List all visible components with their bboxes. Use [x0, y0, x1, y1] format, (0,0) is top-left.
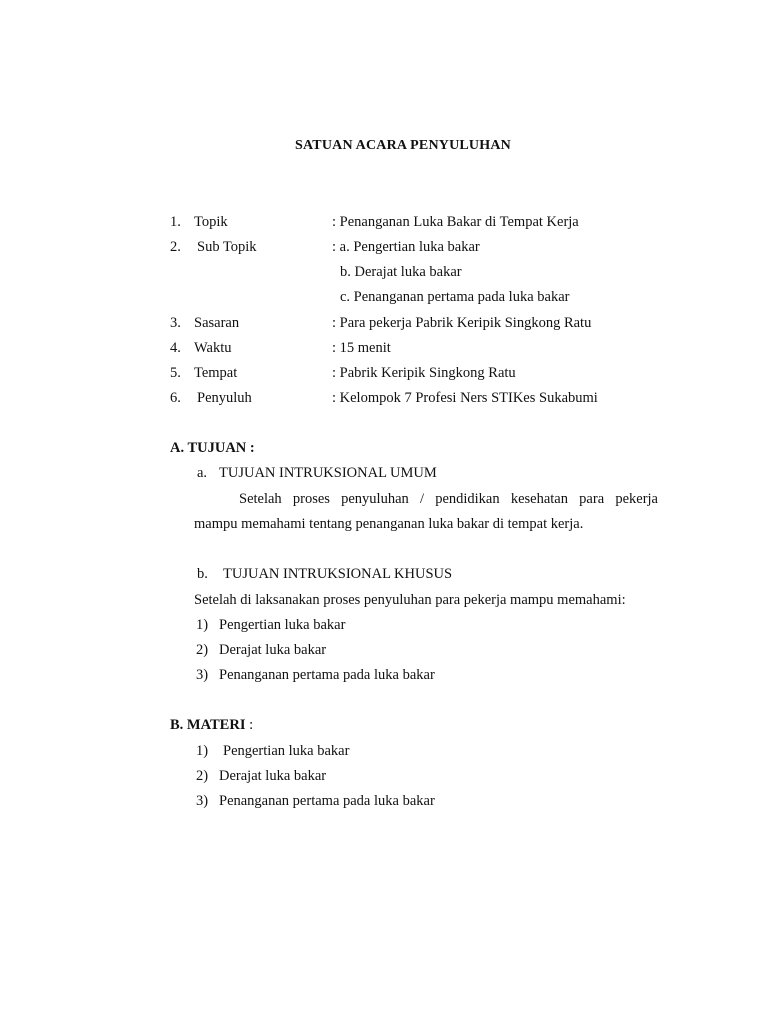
section-heading-materi [170, 716, 253, 734]
list-item: Derajat luka bakar [219, 642, 327, 658]
info-value-tempat: : Pabrik Keripik Singkong Ratu [332, 365, 516, 381]
list-number: 2) [196, 642, 209, 658]
info-label-sasaran: Sasaran [194, 315, 240, 331]
list-item: Penanganan pertama pada luka bakar [219, 793, 435, 809]
info-value-sasaran: : Para pekerja Pabrik Keripik Singkong Ratu [332, 315, 592, 331]
info-value-waktu: : 15 menit [332, 340, 391, 356]
document-title: SATUAN ACARA PENYULUHAN [295, 138, 511, 153]
info-label-waktu: Waktu [194, 340, 232, 356]
info-label-tempat: Tempat [194, 365, 238, 381]
info-label-penyuluh: Penyuluh [197, 390, 252, 406]
paragraph-umum-line2: mampu memahami tentang penanganan luka bakar di tempat kerja. [194, 516, 584, 532]
list-number: 1) [196, 617, 209, 633]
paragraph-khusus-intro: Setelah di laksanakan proses penyuluhan para pekerja mampu memahami: [194, 592, 626, 608]
info-value-sub-topik: : a. Pengertian luka bakar [332, 239, 480, 255]
list-item: Penanganan pertama pada luka bakar [219, 667, 435, 683]
list-item: Pengertian luka bakar [223, 743, 350, 759]
info-number: 3. [170, 315, 181, 331]
info-number: 5. [170, 365, 181, 381]
info-value-sub-topik-c: c. Penanganan pertama pada luka bakar [340, 289, 570, 305]
info-number: 6. [170, 390, 181, 406]
list-number: 2) [196, 768, 209, 784]
paragraph-umum-line1: Setelah proses penyuluhan / pendidikan kesehatan para pekerja [239, 491, 658, 507]
info-value-penyuluh: : Kelompok 7 Profesi Ners STIKes Sukabumi [332, 390, 598, 406]
info-label-sub-topik: Sub Topik [197, 239, 257, 255]
info-number: 2. [170, 239, 181, 255]
info-number: 4. [170, 340, 181, 356]
list-number: 3) [196, 793, 209, 809]
subsection-marker: a. [197, 465, 208, 481]
list-item: Pengertian luka bakar [219, 617, 346, 633]
section-heading-tujuan: A. TUJUAN : [170, 440, 255, 456]
list-item: Derajat luka bakar [219, 768, 327, 784]
subsection-marker: b. [197, 566, 208, 582]
section-heading-materi-label: B. MATERI [170, 717, 246, 733]
list-number: 3) [196, 667, 209, 683]
subsection-title-khusus: TUJUAN INTRUKSIONAL KHUSUS [223, 566, 453, 582]
info-number: 1. [170, 214, 181, 230]
list-number: 1) [196, 743, 209, 759]
info-value-topik: : Penanganan Luka Bakar di Tempat Kerja [332, 214, 579, 230]
subsection-title-umum: TUJUAN INTRUKSIONAL UMUM [219, 465, 437, 481]
section-heading-materi-colon: : [245, 717, 254, 733]
info-label-topik: Topik [194, 214, 228, 230]
info-value-sub-topik-b: b. Derajat luka bakar [340, 264, 462, 280]
